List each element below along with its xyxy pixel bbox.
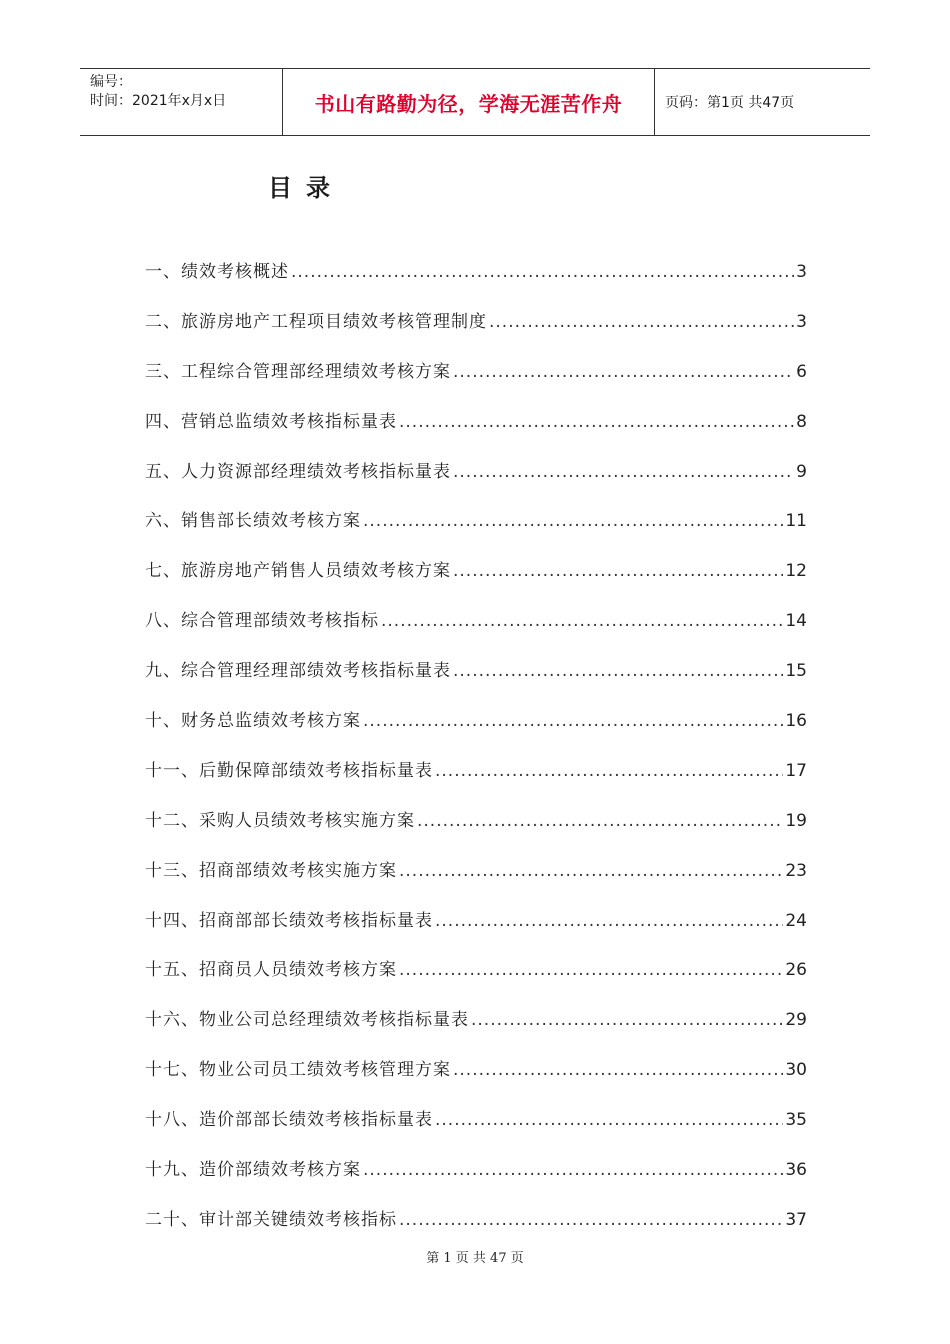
toc-entry-page: 3	[796, 311, 807, 332]
time-label: 时间：2021年x月x日	[90, 93, 227, 109]
toc-dot-leader	[399, 412, 794, 432]
toc-entry[interactable]	[145, 906, 807, 956]
header-page-info: 页码：第1页 共47页	[665, 95, 795, 111]
toc-entry-page: 11	[785, 511, 807, 532]
toc-entry-page: 19	[785, 810, 807, 831]
page-footer: 第 1 页 共 47 页	[426, 1251, 524, 1266]
toc-entry-label: 十三、招商部绩效考核实施方案	[145, 860, 397, 881]
toc-entry[interactable]	[145, 656, 807, 706]
toc-entry-page: 37	[785, 1209, 807, 1230]
toc-entry[interactable]	[145, 257, 807, 307]
toc-entry-page: 24	[785, 910, 807, 931]
toc-dot-leader	[453, 1060, 783, 1080]
toc-entry-label: 四、营销总监绩效考核指标量表	[145, 411, 397, 432]
toc-dot-leader	[435, 911, 783, 931]
toc-entry[interactable]	[145, 506, 807, 556]
toc-entry[interactable]	[145, 556, 807, 606]
toc-entry-label: 十九、造价部绩效考核方案	[145, 1160, 361, 1181]
toc-entry-page: 26	[785, 960, 807, 981]
toc-dot-leader	[453, 462, 794, 482]
toc-entry-label: 八、综合管理部绩效考核指标	[145, 611, 379, 632]
toc-dot-leader	[399, 1210, 783, 1230]
table-of-contents	[145, 257, 807, 1255]
toc-entry[interactable]	[145, 407, 807, 457]
toc-entry-label: 十四、招商部部长绩效考核指标量表	[145, 910, 433, 931]
toc-entry-page: 6	[796, 361, 807, 382]
toc-dot-leader	[363, 1160, 783, 1180]
toc-dot-leader	[435, 1110, 783, 1130]
header-motto: 书山有路勤为径，学海无涯苦作舟	[283, 69, 655, 135]
toc-entry-label: 六、销售部长绩效考核方案	[145, 511, 361, 532]
toc-entry-page: 29	[785, 1010, 807, 1031]
toc-entry[interactable]	[145, 606, 807, 656]
number-label: 编号：	[90, 74, 132, 90]
toc-entry[interactable]	[145, 1055, 807, 1105]
toc-entry-page: 14	[785, 611, 807, 632]
toc-dot-leader	[399, 960, 783, 980]
toc-entry-page: 17	[785, 760, 807, 781]
page-header	[80, 68, 870, 136]
toc-entry-label: 十七、物业公司员工绩效考核管理方案	[145, 1060, 451, 1081]
toc-entry-label: 五、人力资源部经理绩效考核指标量表	[145, 461, 451, 482]
toc-entry[interactable]	[145, 357, 807, 407]
toc-entry-page: 9	[796, 461, 807, 482]
toc-entry[interactable]	[145, 806, 807, 856]
toc-entry-page: 35	[785, 1110, 807, 1131]
toc-dot-leader	[399, 861, 783, 881]
toc-dot-leader	[363, 711, 783, 731]
toc-dot-leader	[489, 312, 794, 332]
toc-entry-page: 8	[796, 411, 807, 432]
toc-entry[interactable]	[145, 457, 807, 507]
toc-entry-page: 3	[796, 262, 807, 282]
toc-entry-page: 30	[785, 1060, 807, 1081]
header-meta	[80, 69, 283, 135]
toc-entry-label: 二十、审计部关键绩效考核指标	[145, 1209, 397, 1230]
toc-entry-label: 十二、采购人员绩效考核实施方案	[145, 810, 415, 831]
toc-dot-leader	[471, 1010, 783, 1030]
toc-dot-leader	[381, 611, 783, 631]
toc-dot-leader	[453, 661, 783, 681]
toc-entry-label: 三、工程综合管理部经理绩效考核方案	[145, 361, 451, 382]
toc-entry[interactable]	[145, 955, 807, 1005]
toc-entry-label: 九、综合管理经理部绩效考核指标量表	[145, 661, 451, 682]
toc-entry-page: 36	[785, 1160, 807, 1181]
toc-entry-label: 十八、造价部部长绩效考核指标量表	[145, 1110, 433, 1131]
toc-dot-leader	[363, 511, 783, 531]
toc-entry-label: 十五、招商员人员绩效考核方案	[145, 960, 397, 981]
toc-entry-label: 二、旅游房地产工程项目绩效考核管理制度	[145, 311, 487, 332]
toc-entry-page: 23	[785, 860, 807, 881]
toc-dot-leader	[453, 362, 794, 382]
toc-entry[interactable]	[145, 756, 807, 806]
toc-entry[interactable]	[145, 1005, 807, 1055]
toc-entry-label: 七、旅游房地产销售人员绩效考核方案	[145, 561, 451, 582]
toc-entry-label: 十、财务总监绩效考核方案	[145, 711, 361, 732]
toc-entry-page: 12	[785, 561, 807, 582]
toc-entry-label: 十六、物业公司总经理绩效考核指标量表	[145, 1010, 469, 1031]
toc-entry[interactable]	[145, 307, 807, 357]
toc-entry-label: 一、绩效考核概述	[145, 262, 289, 282]
toc-dot-leader	[453, 561, 783, 581]
toc-entry[interactable]	[145, 1155, 807, 1205]
toc-dot-leader	[417, 811, 783, 831]
toc-dot-leader	[435, 761, 783, 781]
toc-entry-page: 16	[785, 711, 807, 732]
toc-entry[interactable]	[145, 1105, 807, 1155]
toc-entry[interactable]	[145, 706, 807, 756]
toc-entry-page: 15	[785, 661, 807, 682]
page-title: 目录	[268, 174, 344, 202]
toc-dot-leader	[291, 262, 794, 282]
toc-entry[interactable]	[145, 856, 807, 906]
toc-entry-label: 十一、后勤保障部绩效考核指标量表	[145, 760, 433, 781]
